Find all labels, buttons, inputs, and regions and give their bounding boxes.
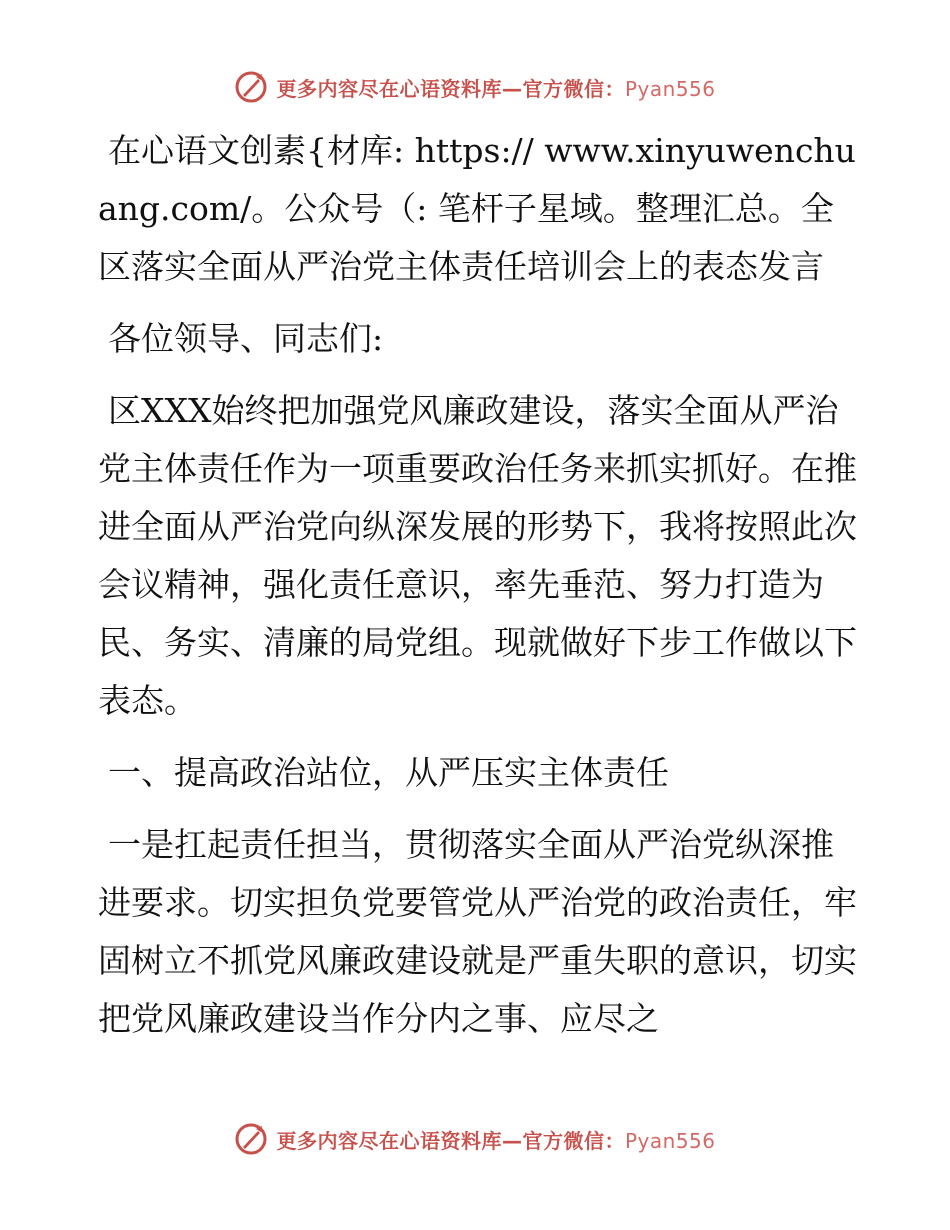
salutation: 各位领导、同志们: — [108, 319, 384, 358]
watermark-text: 更多内容尽在心语资料库—官方微信：Pyan556 — [276, 76, 716, 101]
watermark-contact: Pyan556 — [624, 1128, 716, 1153]
intro-paragraph: 在心语文创素{材库: https:// www.xinyuwenchuang.com/。公众号（: 笔杆子星域。整理汇总。全区落实全面从严治党主体责任培训会上的表态发言 — [98, 131, 856, 286]
header-watermark — [0, 70, 950, 104]
document-body — [98, 122, 858, 1062]
watermark-contact: Pyan556 — [624, 76, 716, 101]
quill-pen-logo-icon — [234, 70, 268, 104]
body-paragraph-1: 区XXX始终把加强党风廉政建设，落实全面从严治党主体责任作为一项重要政治任务来抓实抓好。在推进全面从严治党向纵深发展的形势下，我将按照此次会议精神，强化责任意识，率先垂范、努力打造为民、务实、清廉的局党组。现就做好下步工作做以下表态。 — [98, 391, 857, 720]
watermark-text: 更多内容尽在心语资料库—官方微信：Pyan556 — [276, 1128, 716, 1153]
footer-watermark — [0, 1122, 950, 1156]
section-heading-1: 一、提高政治站位，从严压实主体责任 — [108, 753, 669, 792]
quill-pen-logo-icon — [234, 1122, 268, 1156]
body-paragraph-2: 一是扛起责任担当，贯彻落实全面从严治党纵深推进要求。切实担负党要管党从严治党的政治责任，牢固树立不抓党风廉政建设就是严重失职的意识，切实把党风廉政建设当作分内之事、应尽之 — [98, 825, 857, 1038]
